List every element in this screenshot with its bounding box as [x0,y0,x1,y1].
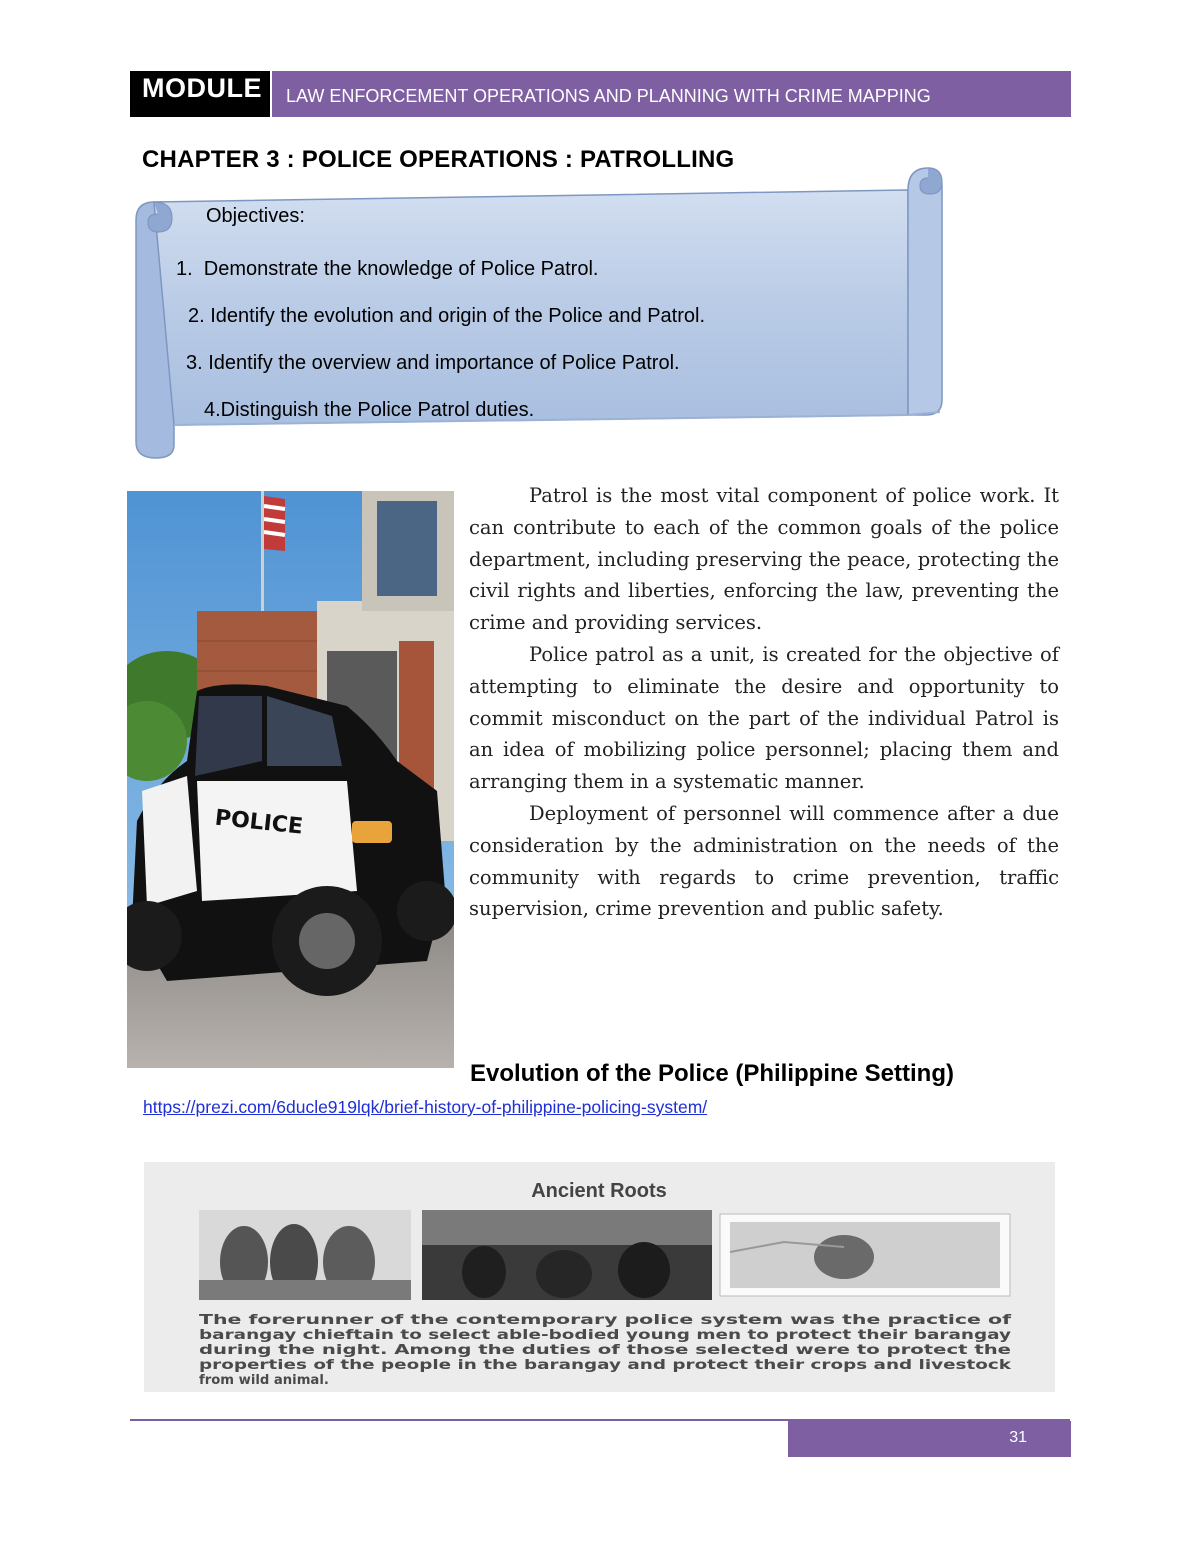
slide-caption-line-4: properties of the people in the barangay and protect their crops and livestock [199,1358,1013,1373]
objective-item-2: 2. Identify the evolution and origin of the Police and Patrol. [188,305,706,327]
paragraph-1: Patrol is the most vital component of police work. It can contribute to each of the common goals of the police department, including preserving the peace, protecting the civil rights and liberties, enforcing the law, preventing the crime and providing services. [469,484,1059,635]
evolution-heading: Evolution of the Police (Philippine Setting) [470,1060,954,1087]
body-text [469,480,1059,925]
slide-caption-line-5: from wild animal. [199,1373,329,1388]
paragraph-3: Deployment of personnel will commence after a due consideration by the administration on the needs of the community with regards to crime prevention, traffic supervision, crime prevention and public safety. [469,801,1059,921]
objectives-heading: Objectives: [206,205,305,227]
objective-item-3: 3. Identify the overview and importance of Police Patrol. [186,352,680,374]
chapter-title: CHAPTER 3 : POLICE OPERATIONS : PATROLLING [142,146,735,173]
slide-title: Ancient Roots [531,1180,667,1202]
slide-caption-line-3: during the night. Among the duties of those selected were to protect the [199,1343,1012,1358]
page-number: 31 [788,1421,1071,1457]
module-label: MODULE [130,71,270,117]
ancient-roots-slide [144,1162,1055,1392]
slide-photo-1 [199,1210,411,1300]
prezi-link[interactable]: https://prezi.com/6ducle919lqk/brief-history-of-philippine-policing-system/ [143,1097,708,1117]
slide-caption-line-2: barangay chieftain to select able-bodied young men to protect their barangay [199,1328,1012,1343]
police-car-photo [127,491,454,1068]
paragraph-2: Police patrol as a unit, is created for the objective of attempting to eliminate the desire and opportunity to commit misconduct on the part of the individual Patrol is an idea of mobilizing police personnel; placing them and arranging them in a systematic manner. [469,642,1059,794]
slide-caption-line-1: The forerunner of the contemporary police system was the practice of [199,1313,1012,1328]
car-lettering: POLICE [213,805,305,840]
objective-item-4: 4.Distinguish the Police Patrol duties. [204,399,535,421]
slide-photo-3 [720,1214,1010,1296]
slide-photo-2 [422,1210,712,1300]
objective-item-1: 1. Demonstrate the knowledge of Police Patrol. [176,258,599,280]
course-title-bar: LAW ENFORCEMENT OPERATIONS AND PLANNING WITH CRIME MAPPING [272,71,1071,117]
